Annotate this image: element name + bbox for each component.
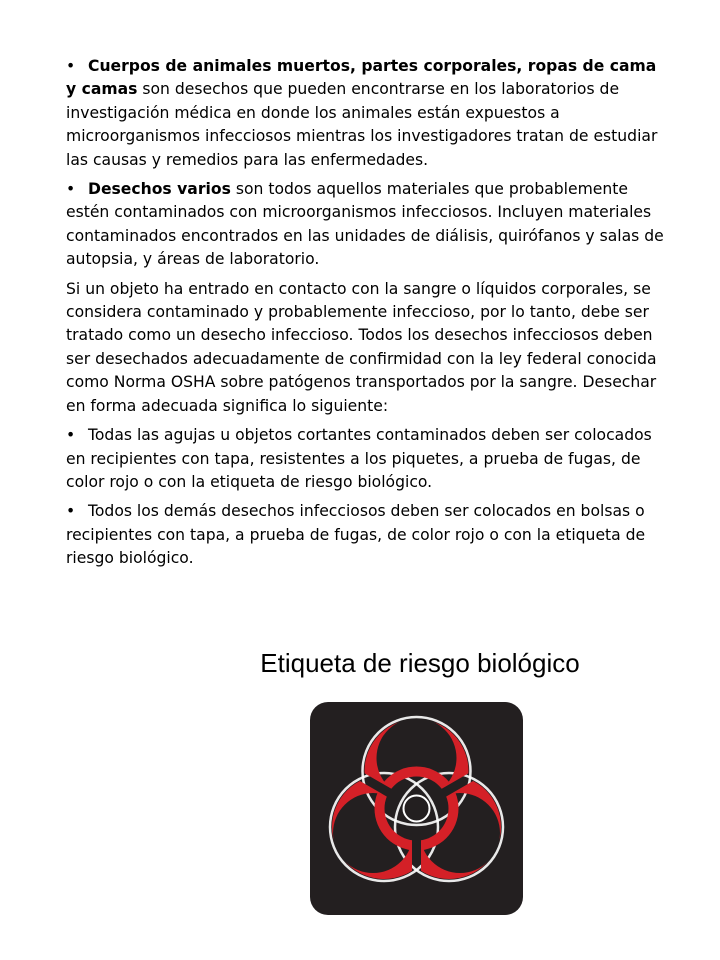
paragraph-text: son desechos que pueden encontrarse en los laboratorios de investigación médica en donde los animales están expuestos a microorganismos infecciosos mientras los investigadores tratan de estudiar las causas y remedios para las enfermedades. [66,80,658,169]
bullet: • [66,180,76,199]
biohazard-label [310,702,523,915]
bullet: • [66,426,76,445]
paragraph-contamination-rule [66,278,668,418]
term-animal-waste: Cuerpos de animales muertos, partes corporales, ropas de cama y camas [66,57,657,99]
term-misc-waste: Desechos varios [88,180,231,199]
paragraph-animal-waste [66,55,668,172]
bullet: • [66,57,76,75]
paragraph-text: Todos los demás desechos infecciosos deben ser colocados en bolsas o recipientes con tapa, a prueba de fugas, de color rojo o con la etiqueta de riesgo biológico. [66,502,646,568]
paragraph-sharps [66,424,668,494]
biohazard-caption: Etiqueta de riesgo biológico [260,648,580,678]
paragraph-text: son todos aquellos materiales que probablemente estén contaminados con microorganismos infecciosos. Incluyen materiales contaminados encontrados en las unidades de diálisis, quirófanos y salas de autopsia, y áreas de laboratorio. [66,180,664,269]
paragraph-text: Todas las agujas u objetos cortantes contaminados deben ser colocados en recipientes con tapa, resistentes a los piquetes, a prueba de fugas, de color rojo o con la etiqueta de riesgo biológico. [66,426,652,491]
paragraph-other-waste [66,500,668,570]
paragraph-misc-waste [66,178,668,272]
biohazard-hub [404,796,430,822]
bullet: • [66,502,76,521]
biohazard-icon [310,702,523,915]
paragraph-text: Si un objeto ha entrado en contacto con la sangre o líquidos corporales, se considera contaminado y probablemente infeccioso, por lo tanto, debe ser tratado como un desecho infeccioso. Todos los desechos infecciosos deben ser desechados adecuadamente de confirmidad con la ley federal conocida como Norma OSHA sobre patógenos transportados por la sangre. Desechar en forma adecuada significa lo siguiente: [66,279,657,415]
document-body [66,55,668,577]
